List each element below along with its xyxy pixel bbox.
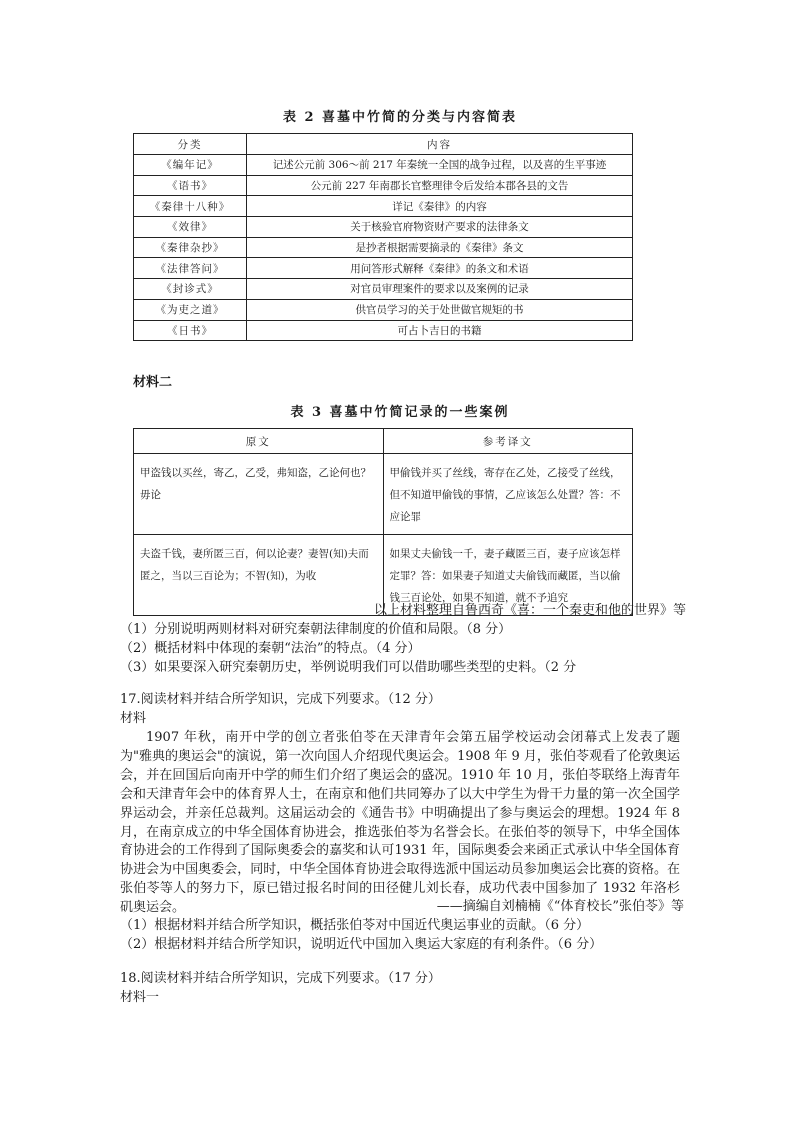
question-17-title: 17.阅读材料并结合所学知识，完成下列要求。（12 分） [120, 692, 441, 707]
translation-cell: 甲偷钱并买了丝线，寄存在乙处，乙接受了丝线，但不知道甲偷钱的事情，乙应该怎么处置？答：不应论罪 [383, 454, 633, 535]
content-cell: 关于核验官府物资财产要求的法律条文 [247, 217, 633, 238]
source-note: ——摘编自刘楠楠《“体育校长”张伯苓》等 [436, 899, 684, 914]
category-cell: 《编年记》 [134, 155, 247, 176]
table-row [134, 217, 633, 238]
material2-label: 材料二 [133, 375, 173, 390]
category-cell: 《日书》 [134, 320, 247, 341]
question-18-title: 18.阅读材料并结合所学知识，完成下列要求。（17 分） [120, 971, 441, 986]
content-cell: 对官员审理案件的要求以及案例的记录 [247, 279, 633, 300]
table-row [134, 258, 633, 279]
content-cell: 详记《秦律》的内容 [247, 196, 633, 217]
table2-caption: 表 2 喜墓中竹简的分类与内容简表 [282, 110, 518, 125]
table-row [134, 237, 633, 258]
table-row [134, 155, 633, 176]
category-cell: 《封诊式》 [134, 279, 247, 300]
header-cell: 原文 [134, 429, 384, 454]
table-row [134, 320, 633, 341]
header-cell: 参考译文 [383, 429, 633, 454]
table3-caption: 表 3 喜墓中竹简记录的一些案例 [290, 405, 510, 420]
table-header-row [134, 134, 633, 155]
table-row [134, 279, 633, 300]
category-cell: 《法律答问》 [134, 258, 247, 279]
table-header-row [134, 429, 633, 454]
content-cell: 公元前 227 年南郡长官整理律令后发给本郡各县的文告 [247, 175, 633, 196]
table-row [134, 299, 633, 320]
content-cell: 记述公元前 306～前 217 年秦统一全国的战争过程，以及喜的生平事迹 [247, 155, 633, 176]
category-cell: 《效律》 [134, 217, 247, 238]
category-cell: 《语书》 [134, 175, 247, 196]
content-cell: 用问答形式解释《秦律》的条文和术语 [247, 258, 633, 279]
translation-cell: 如果丈夫偷钱一千，妻子藏匿三百，妻子应该怎样定罪？答：如果妻子知道丈夫偷钱而藏匿，当以偷钱三百论处，如果不知道，就不予追究 [383, 535, 633, 616]
table-row [134, 454, 633, 535]
question-17-2: （2）根据材料并结合所学知识，说明近代中国加入奥运大家庭的有利条件。（6 分） [120, 937, 603, 952]
material-label: 材料一 [120, 990, 160, 1005]
question-16-3: （3）如果要深入研究秦朝历史，举例说明我们可以借助哪些类型的史料。（2 分 [120, 660, 577, 675]
header-cell: 分类 [134, 134, 247, 155]
table-row [134, 175, 633, 196]
original-text-cell: 夫盗千钱，妻所匿三百，何以论妻？妻智(知)夫而匿之，当以三百论为；不智(知)，为收 [134, 535, 384, 616]
question-16-2: （2）概括材料中体现的秦朝“法治”的特点。（4 分） [120, 641, 421, 656]
original-text-cell: 甲盗钱以买丝，寄乙，乙受，弗知盗，乙论何也？毋论 [134, 454, 384, 535]
question-16-1: （1）分别说明两则材料对研究秦朝法律制度的价值和局限。（8 分） [120, 622, 512, 637]
category-cell: 《秦律十八种》 [134, 196, 247, 217]
header-cell: 内容 [247, 134, 633, 155]
table2 [133, 133, 633, 341]
category-cell: 《秦律杂抄》 [134, 237, 247, 258]
material-label: 材料 [120, 711, 147, 726]
content-cell: 是抄者根据需要摘录的《秦律》条文 [247, 237, 633, 258]
content-cell: 供官员学习的关于处世做官规矩的书 [247, 299, 633, 320]
content-cell: 可占卜吉日的书籍 [247, 320, 633, 341]
category-cell: 《为吏之道》 [134, 299, 247, 320]
table3 [133, 428, 633, 616]
question-17-1: （1）根据材料并结合所学知识，概括张伯苓对中国近代奥运事业的贡献。（6 分） [120, 918, 590, 933]
source-note: 以上材料整理自鲁西奇《喜：一个秦吏和他的世界》等 [373, 603, 686, 618]
table-row [134, 196, 633, 217]
material-paragraph: 1907 年秋，南开中学的创立者张伯苓在天津青年会第五届学校运动会闭幕式上发表了题为"雅典的奥运会"的演说，第一次向国人介绍现代奥运会。1908 年 9 月，张伯苓观看了伦敦奥运会，并在回国后向南开中学的师生们介绍了奥运会的盛况。1910 年 10 月，张伯苓联络上海青年会和天津青年会中的体育界人士，在南京和他们共同筹办了以大中学生为骨干力量的第一次全国学界运动会，并亲任总裁判。这届运动会的《通告书》中明确提出了参与奥运会的理想。1924 年 8 月，在南京成立的中华全国体育协进会，推选张伯苓为名誉会长。在张伯苓的领导下，中华全国体育协进会的工作得到了国际奥委会的嘉奖和认可1931 年，国际奥委会来函正式承认中华全国体育协进会为中国奥委会，同时，中华全国体育协进会取得选派中国运动员参加奥运会比赛的资格。在张伯苓等人的努力下，原已错过报名时间的田径健儿刘长春，成功代表中国参加了 1932 年洛杉矶奥运会。 [120, 730, 680, 916]
